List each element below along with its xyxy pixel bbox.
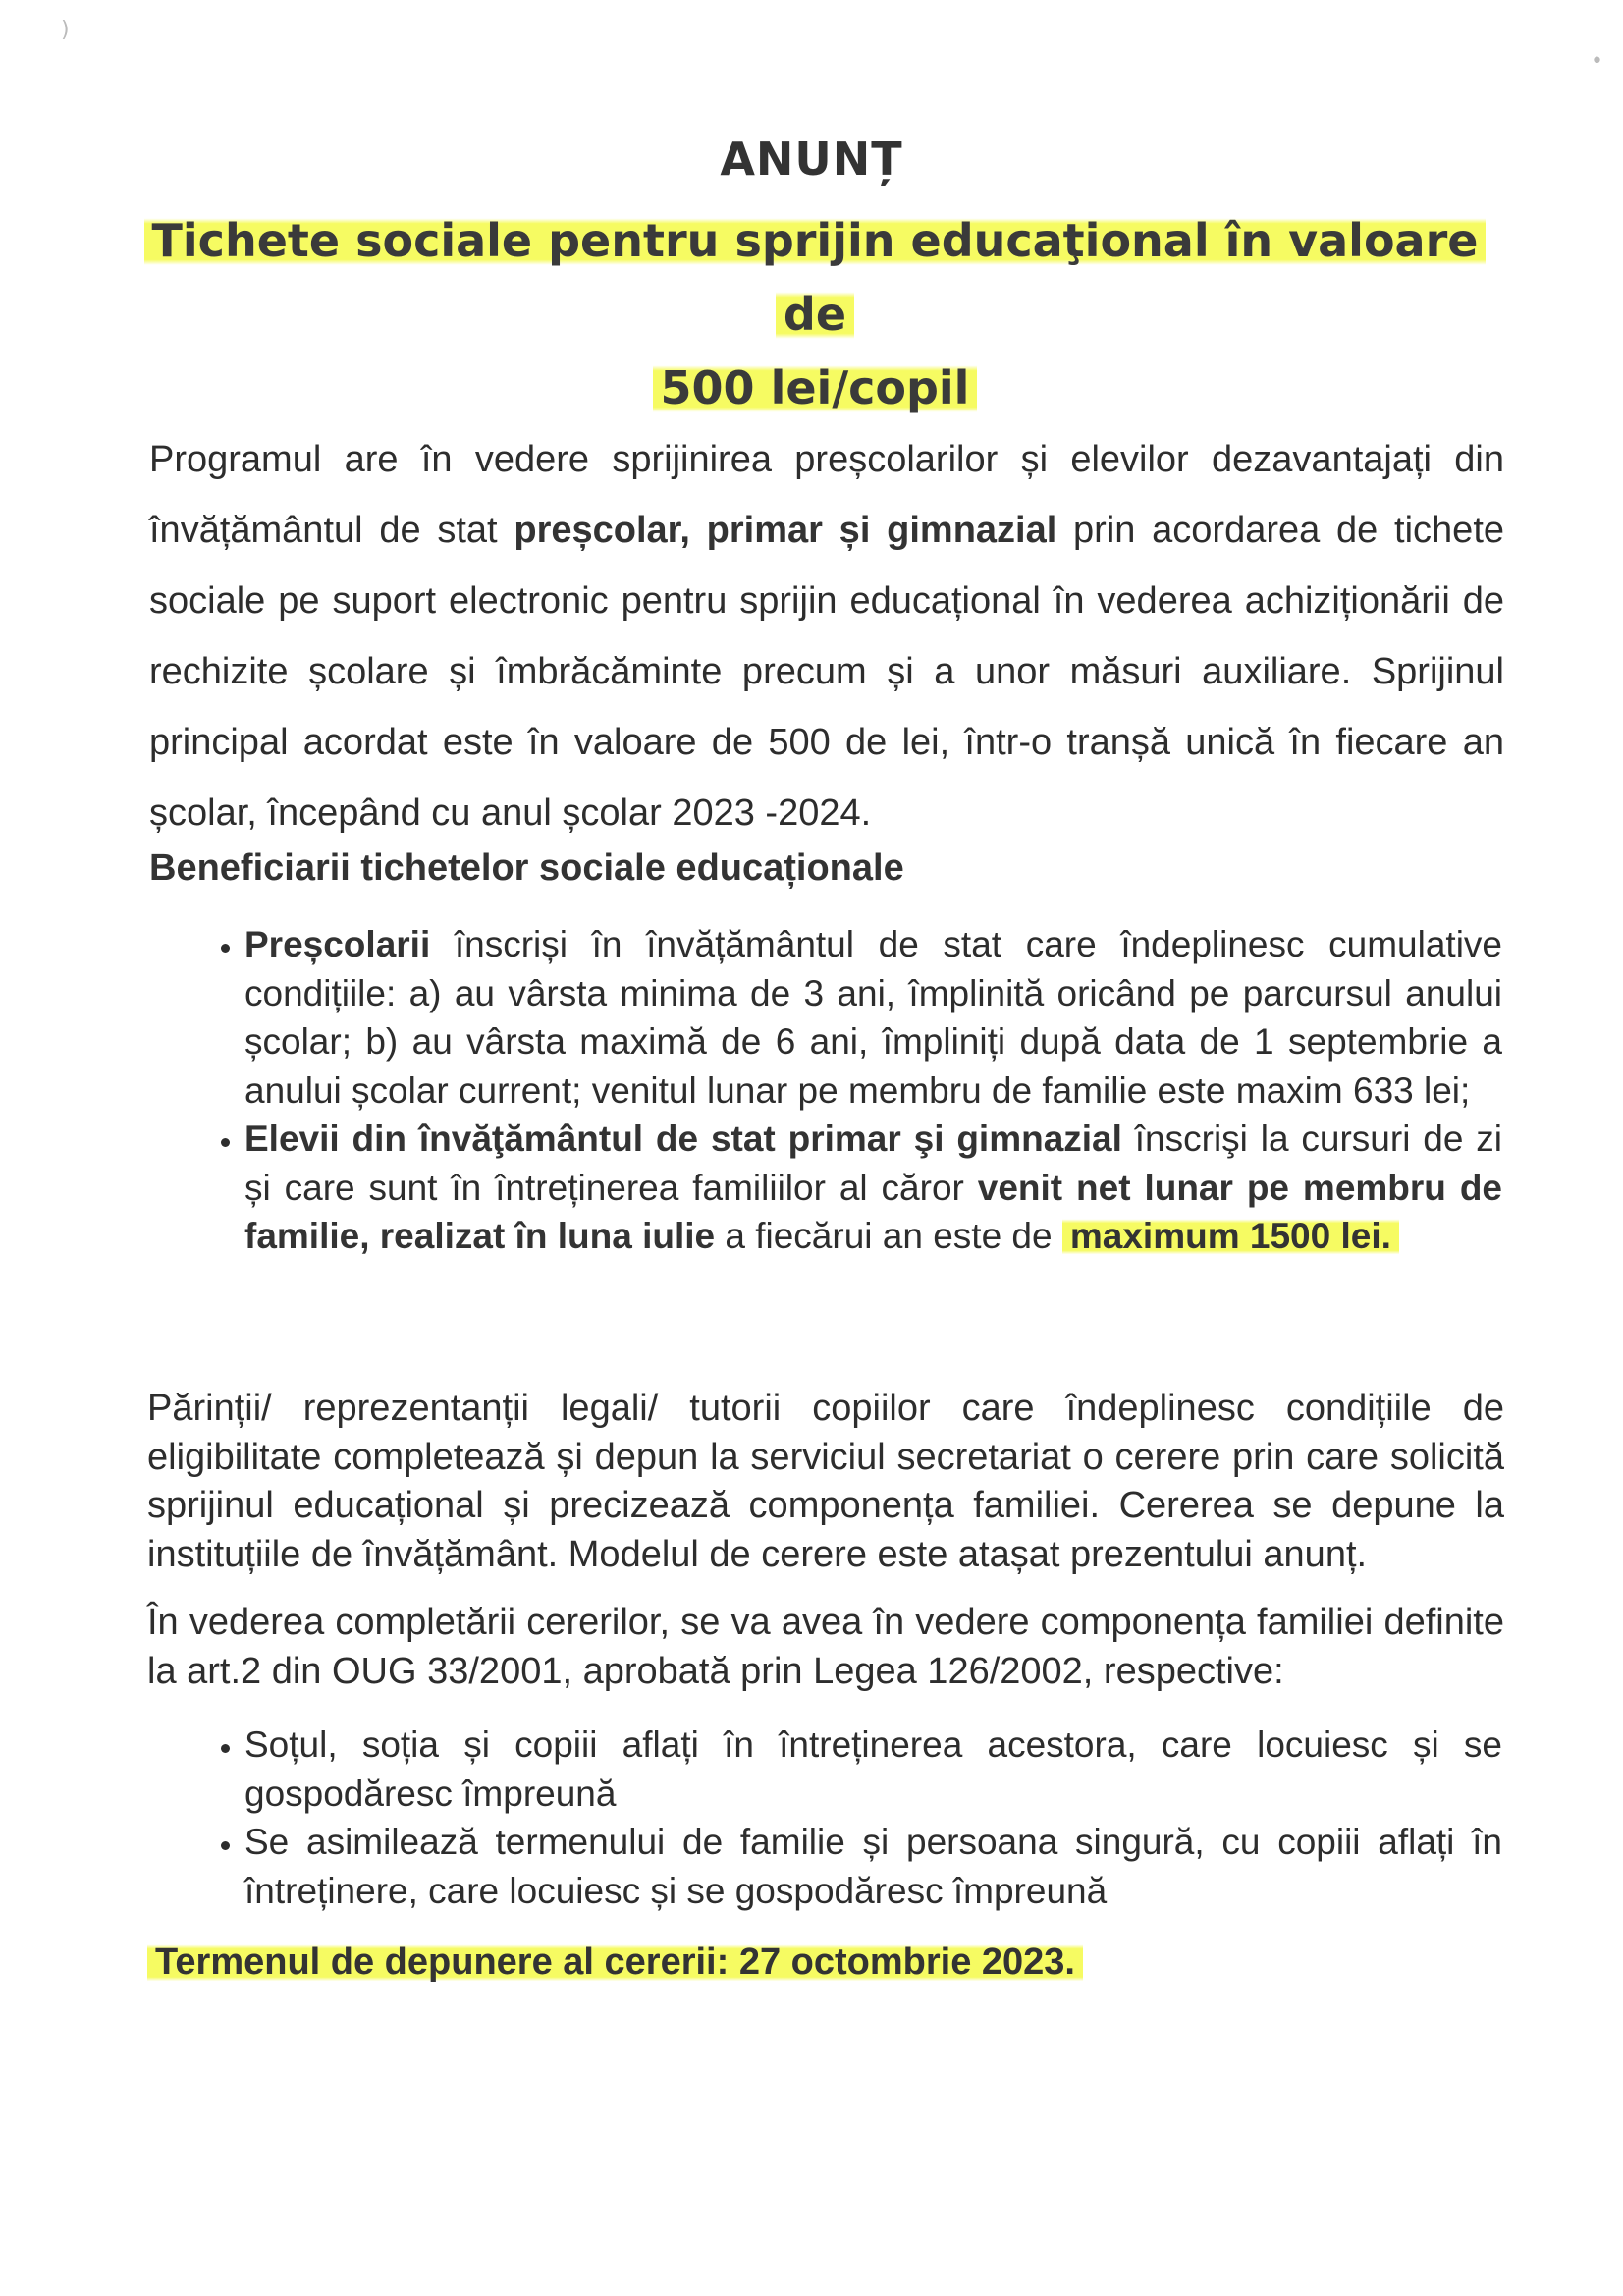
intro-text-2: prin acordarea de tichete sociale pe suport electronic pentru sprijin educațional în vederea achiziționării de rechizite școlare și îmbrăcăminte precum și a unor măsuri auxiliare. Sprijinul principal acordat este în valoare de 500 de lei, într-o tranșă unică în fiecare an școlar, începând cu anul școlar 2023 -2024. xyxy=(149,510,1505,834)
item2-bold: Elevii din învăţământul de stat primar şi gimnazial xyxy=(244,1119,1122,1159)
intro-text-1: Programul are în vedere sprijinirea preșcolarilor și elevilor dezavantajați din învățământul de stat xyxy=(149,439,1504,551)
announcement-title: ANUNȚ xyxy=(720,133,903,186)
item1-text: înscriși în învățământul de stat care îndeplinesc cumulative condițiile: a) au vârsta minima de 3 ani, împlinită oricând pe parcursul anului școlar; b) au vârsta maximă de 6 ani, împliniți după data de 1 septembrie a anului școlar current; venitul lunar pe membru de familie este maxim 633 lei; xyxy=(244,924,1502,1111)
item2-text: înscrişi la cursuri de zi și care sunt în întreținerea familiilor al căror xyxy=(244,1119,1502,1208)
beneficiaries-heading: Beneficiarii tichetelor sociale educaționale xyxy=(149,847,904,889)
beneficiaries-list xyxy=(149,920,1502,1261)
scan-speck-left: ) xyxy=(61,18,70,42)
family-paragraph: În vederea completării cererilor, se va avea în vedere componența familiei definite la art.2 din OUG 33/2001, aprobată prin Legea 126/2002, respective: xyxy=(147,1602,1504,1692)
subtitle-line-1: Tichete sociale pentru sprijin educaţional în valoare de xyxy=(144,214,1487,341)
parents-paragraph: Părinții/ reprezentanții legali/ tutorii copiilor care îndeplinesc condițiile de eligibilitate completează și depun la serviciul secretariat o cerere prin care solicită sprijinul educațional și precizează componența familiei. Cererea se depune la instituțiile de învățământ. Modelul de cerere este atașat prezentului anunț. xyxy=(147,1388,1504,1575)
subtitle-line-2: 500 lei/copil xyxy=(653,361,978,414)
family-list xyxy=(149,1721,1502,1915)
announcement-subtitle xyxy=(128,204,1502,425)
intro-paragraph xyxy=(149,424,1504,848)
item2-bold-max: maximum 1500 lei. xyxy=(1062,1216,1399,1256)
intro-bold-levels: preșcolar, primar și gimnazial xyxy=(514,510,1057,551)
deadline-text: Termenul de depunere al cererii: 27 octombrie 2023. xyxy=(147,1941,1083,1983)
scan-speck-right: • xyxy=(1591,49,1603,74)
item2-bold-income: venit net lunar pe membru de familie, realizat în luna iulie xyxy=(244,1167,1502,1256)
list-item-family-1: • Soțul, soția și copiii aflați în întreținerea acestora, care locuiesc și se gospodăresc împreună xyxy=(244,1721,1502,1818)
list-item-family-2: • Se asimilează termenului de familie și persoana singură, cu copiii aflați în întreținere, care locuiesc și se gospodăresc împreună xyxy=(244,1818,1502,1915)
item2-text-2: a fiecărui an este de xyxy=(715,1216,1062,1256)
item1-bold: Preșcolarii xyxy=(244,924,431,964)
deadline-line xyxy=(147,1941,1504,1984)
list-item-elevii xyxy=(244,1115,1502,1261)
list-item-prescolarii xyxy=(244,920,1502,1115)
